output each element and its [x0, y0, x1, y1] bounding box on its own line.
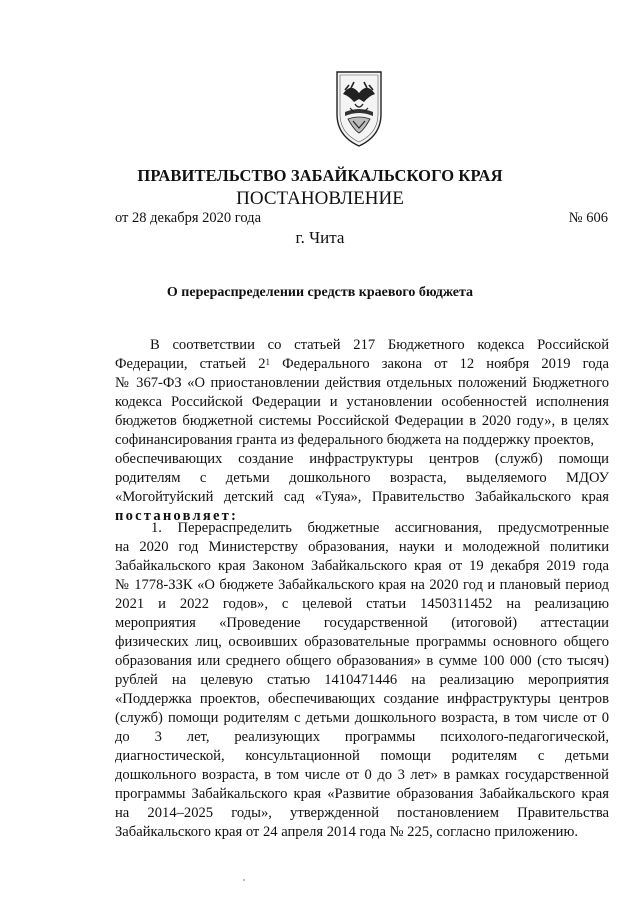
- scan-speck: [243, 879, 245, 881]
- clause-number: 1.: [151, 520, 162, 536]
- document-number: № 606: [568, 210, 608, 226]
- clause-line: до 3 лет, реализующих программы психолого-педагогической,: [115, 729, 609, 745]
- clause-line: мероприятия «Проведение государственной (итоговой) аттестации: [115, 615, 609, 631]
- clause-line: Забайкальского края Законом Забайкальского края от 19 декабря 2019 года: [115, 558, 609, 574]
- resolves-word: постановляет:: [115, 508, 239, 524]
- preamble-line: [115, 355, 609, 374]
- clause-line: Забайкальского края от 24 апреля 2014 года № 225, согласно приложению.: [115, 824, 579, 840]
- preamble-line: В соответствии со статьей 217 Бюджетного кодекса Российской: [150, 337, 609, 353]
- government-name: ПРАВИТЕЛЬСТВО ЗАБАЙКАЛЬСКОГО КРАЯ: [137, 166, 503, 185]
- superscript-mark: 1: [265, 357, 270, 367]
- document-title: О перераспределении средств краевого бюджета: [166, 285, 474, 300]
- clause-line: физических лиц, освоивших образовательные программы основного общего: [115, 634, 609, 650]
- clause-line: на 2014–2025 годы», утвержденной постановлением Правительства: [115, 805, 609, 821]
- clause-line: образования или среднего общего образования» в сумме 100 000 (сто тысяч): [115, 653, 609, 669]
- preamble-line: обеспечивающих создание инфраструктуры центров (служб) помощи: [115, 451, 609, 467]
- clause-line: диагностической, консультационной помощи родителям с детьми: [115, 748, 609, 764]
- preamble-line: софинансирования гранта из федерального бюджета на поддержку проектов,: [115, 432, 595, 448]
- clause-line: программы Забайкальского края «Развитие образования Забайкальского края: [115, 786, 609, 802]
- clause-line: «Поддержка проектов, обеспечивающих создание инфраструктуры центров: [115, 691, 609, 707]
- clause-line: [115, 519, 609, 538]
- clause-1-paragraph: [115, 519, 609, 842]
- preamble-paragraph: [115, 336, 609, 526]
- coat-of-arms-emblem: [331, 66, 387, 150]
- preamble-line: бюджетов бюджетной системы Российской Федерации в 2020 году», в целях: [115, 413, 609, 429]
- document-date: от 28 декабря 2020 года: [115, 210, 261, 226]
- preamble-line: родителям с детьми дошкольного возраста, выделяемого МДОУ: [115, 470, 609, 486]
- preamble-line: «Могойтуйский детский сад «Туяа», Правительство Забайкальского края: [115, 489, 609, 505]
- clause-line: № 1778-ЗЗК «О бюджете Забайкальского края на 2020 год и плановый период: [115, 577, 609, 593]
- clause-line: дошкольного возраста, в том числе от 0 до 3 лет» в рамках государственной: [115, 767, 609, 783]
- clause-line: рублей на целевую статью 1410471446 на реализацию мероприятия: [115, 672, 609, 688]
- clause-line: (служб) помощи родителям с детьми дошкольного возраста, в том числе от 0: [115, 710, 609, 726]
- preamble-line: № 367-ФЗ «О приостановлении действия отдельных положений Бюджетного: [115, 375, 609, 391]
- clause-fragment: Перераспределить бюджетные ассигнования, предусмотренные: [177, 520, 609, 536]
- preamble-fragment: Федерального закона от 12 ноября 2019 года: [282, 356, 609, 372]
- clause-line: 2021 и 2022 годов», с целевой статьи 1450311452 на реализацию: [115, 596, 609, 612]
- document-type: ПОСТАНОВЛЕНИЕ: [236, 188, 404, 209]
- preamble-fragment: Федерации, статьей 2: [115, 356, 266, 372]
- clause-line: на 2020 год Министерству образования, науки и молодежной политики: [115, 539, 609, 555]
- document-city: г. Чита: [295, 228, 345, 247]
- preamble-line: кодекса Российской Федерации и установлении особенностей исполнения: [115, 394, 609, 410]
